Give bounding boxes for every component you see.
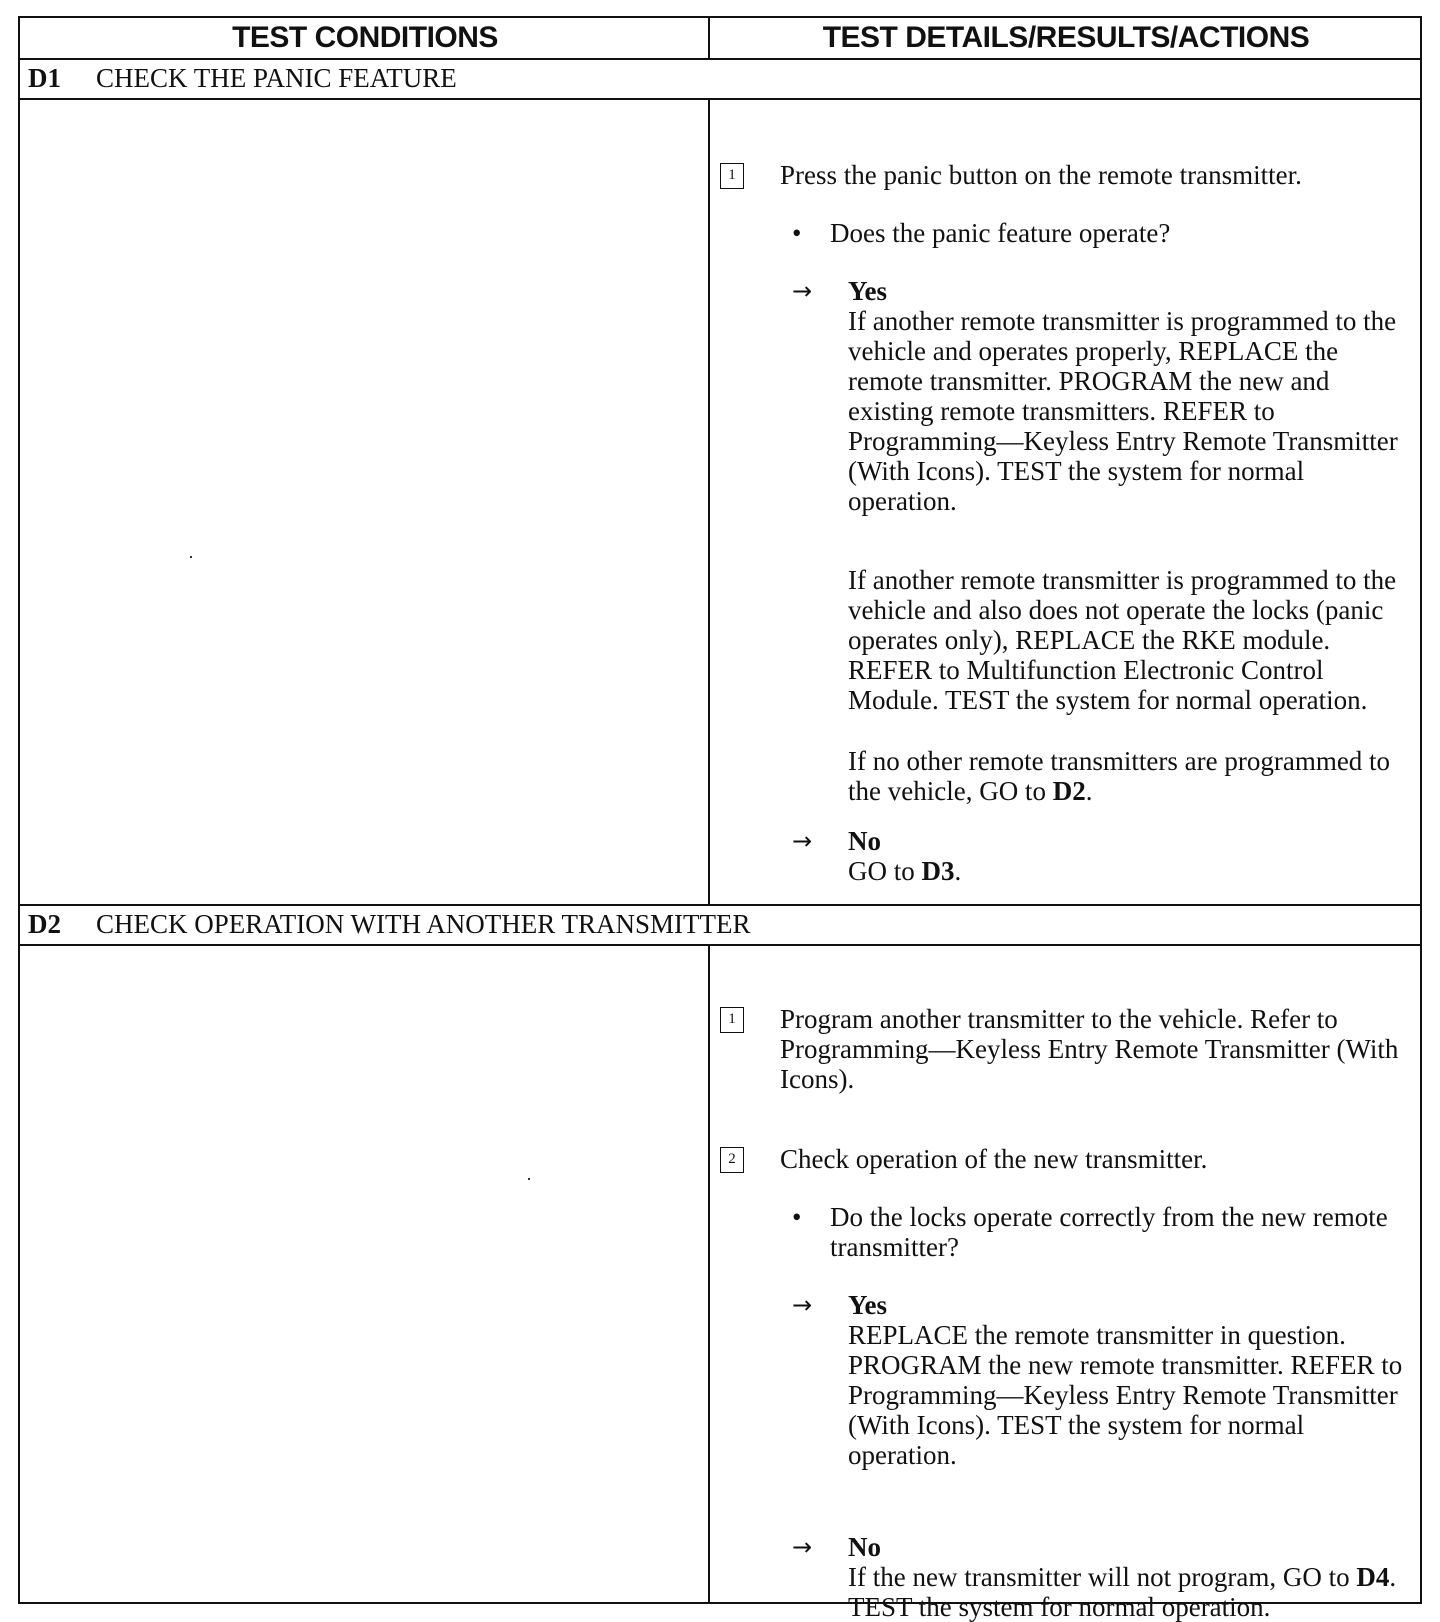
section-d2-name: CHECK OPERATION WITH ANOTHER TRANSMITTER [96, 909, 751, 939]
arrow-right-icon: → [792, 277, 813, 305]
section-d2-id: D2 [28, 909, 61, 939]
no-text [848, 1562, 1418, 1622]
step-instruction: Press the panic button on the remote transmitter. [780, 160, 1302, 190]
step-instruction: Check operation of the new transmitter. [780, 1144, 1208, 1174]
header-column-divider [708, 18, 710, 58]
bullet-icon: • [792, 218, 802, 248]
no-text [848, 856, 1418, 886]
step-number-box: 1 [720, 163, 744, 189]
yes-paragraph-2: If another remote transmitter is programmed to the vehicle and also does not operate the locks (panic operates only), REPLACE the RKE module. REFER to Multifunction Electronic Control Module. TEST the system for normal operation. [848, 565, 1397, 715]
yes-paragraph-1: If another remote transmitter is programmed to the vehicle and operates properly, REPLACE the remote transmitter. PROGRAM the new and existing remote transmitters. REFER to Programming—Keyless Entry Remote Transmitter (With Icons). TEST the system for normal operation. [848, 306, 1398, 516]
no-label: No [848, 826, 881, 856]
scan-speck [528, 1178, 530, 1180]
no-goto-text: GO to [848, 856, 915, 886]
no-text-b: . TEST the system for normal operation. [848, 1562, 1397, 1622]
yes-label: Yes [848, 1290, 887, 1320]
yes-paragraph-3 [848, 746, 1418, 806]
step-instruction: Program another transmitter to the vehicle. Refer to Programming—Keyless Entry Remote Transmitter (With Icons). [780, 1004, 1399, 1094]
period: . [1085, 776, 1093, 806]
d2-column-divider [708, 944, 710, 1604]
step-number-box: 2 [720, 1147, 744, 1173]
question-text: Does the panic feature operate? [830, 218, 1171, 248]
d1-column-divider [708, 98, 710, 904]
no-text-a: If the new transmitter will not program, GO to [848, 1562, 1350, 1592]
goto-d3-link: D3 [921, 856, 955, 886]
no-label: No [848, 1532, 881, 1562]
yes-paragraph-3-text: If no other remote transmitters are programmed to the vehicle, GO to [848, 746, 1391, 806]
yes-label: Yes [848, 276, 887, 306]
section-d1-name: CHECK THE PANIC FEATURE [96, 63, 457, 93]
section-d2-title [20, 904, 751, 944]
diagnostic-table [18, 16, 1422, 1622]
section-d1-title [20, 58, 457, 98]
arrow-right-icon: → [792, 1533, 813, 1561]
section-d1-id: D1 [28, 63, 61, 93]
section-d1-details [720, 98, 1420, 904]
period: . [954, 856, 962, 886]
column-header-test-details: TEST DETAILS/RESULTS/ACTIONS [822, 21, 1310, 54]
scan-speck [190, 556, 192, 558]
bullet-icon: • [792, 1202, 802, 1232]
goto-d2-link: D2 [1052, 776, 1086, 806]
question-text: Do the locks operate correctly from the new remote transmitter? [830, 1202, 1388, 1262]
section-d2-details [720, 944, 1420, 1622]
arrow-right-icon: → [792, 827, 813, 855]
arrow-right-icon: → [792, 1291, 813, 1319]
step-number-box: 1 [720, 1007, 744, 1033]
goto-d4-link: D4 [1356, 1562, 1390, 1592]
yes-text: REPLACE the remote transmitter in question. PROGRAM the new remote transmitter. REFER to Programming—Keyless Entry Remote Transmitter (With Icons). TEST the system for normal operation. [848, 1320, 1403, 1470]
column-header-test-conditions: TEST CONDITIONS [232, 21, 498, 54]
